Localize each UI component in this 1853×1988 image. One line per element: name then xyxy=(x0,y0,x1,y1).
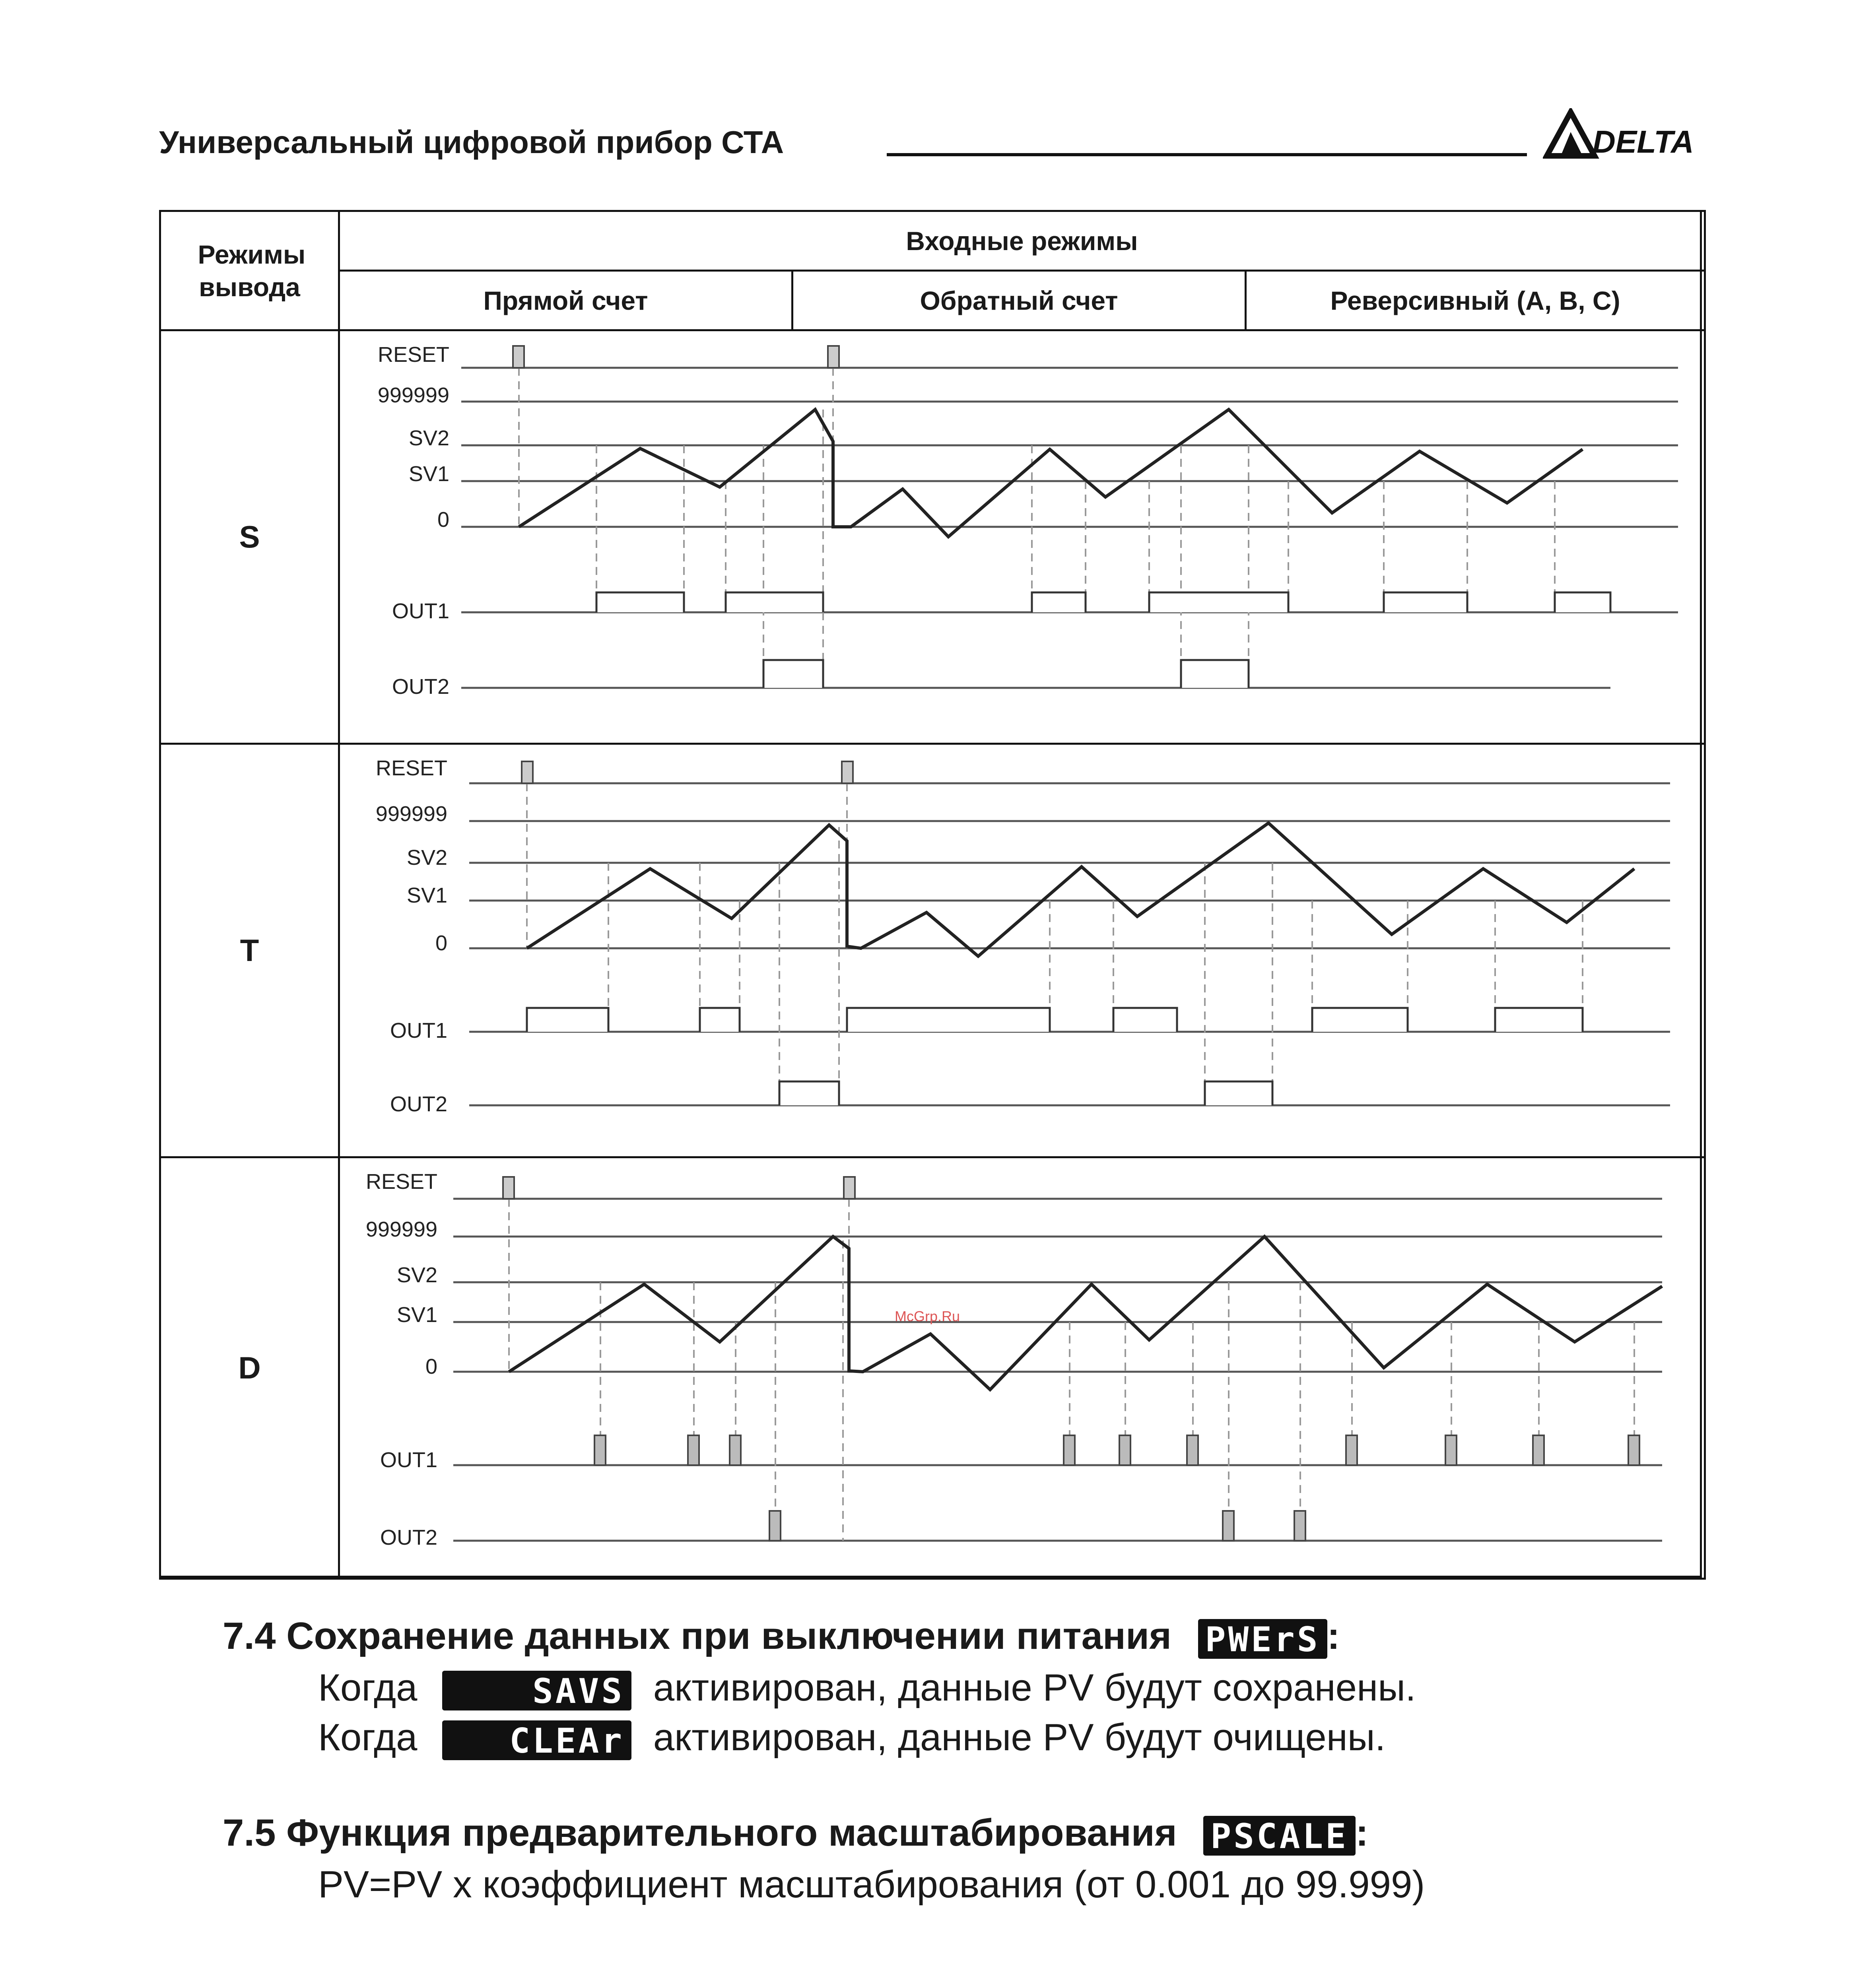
document-title: Универсальный цифровой прибор СТА xyxy=(159,124,784,160)
label-out2: OUT2 xyxy=(380,1526,437,1549)
label-zero: 0 xyxy=(425,1355,437,1378)
row-label-t: T xyxy=(159,743,340,1158)
timing-diagram-d xyxy=(338,1157,1702,1574)
label-out2: OUT2 xyxy=(392,675,449,699)
label-sv1: SV1 xyxy=(408,462,449,486)
input-mode-updown: Реверсивный (A, B, C) xyxy=(1245,270,1706,331)
logo-text: DELTA xyxy=(1593,124,1694,159)
label-reset: RESET xyxy=(365,1170,437,1194)
delta-logo xyxy=(1543,108,1710,164)
label-reset: RESET xyxy=(375,756,447,780)
label-out1: OUT1 xyxy=(380,1448,437,1472)
section-7-4-line2: Когда CLEAr активирован, данные PV будут очищены. xyxy=(318,1716,1386,1761)
lcd-pwers: PWErS xyxy=(1198,1619,1327,1659)
section-7-5-text: PV=PV x коэффициент масштабирования (от 0.001 до 99.999) xyxy=(318,1863,1425,1906)
section-7-4-line1: Когда SAVS активирован, данные PV будут сохранены. xyxy=(318,1666,1416,1711)
label-out1: OUT1 xyxy=(392,599,449,623)
timing-diagram-s xyxy=(338,330,1702,740)
input-modes-header: Входные режимы xyxy=(338,210,1706,272)
label-max: 999999 xyxy=(375,802,447,826)
label-sv1: SV1 xyxy=(406,883,447,907)
label-max: 999999 xyxy=(365,1217,437,1241)
input-mode-reverse: Обратный счет xyxy=(791,270,1247,331)
section-7-5-title: 7.5 Функция предварительного масштабирования PSCALE : xyxy=(223,1811,1369,1856)
label-sv1: SV1 xyxy=(396,1303,437,1327)
label-zero: 0 xyxy=(437,508,449,532)
label-sv2: SV2 xyxy=(408,426,449,450)
timing-diagram-t xyxy=(338,744,1702,1153)
lcd-pscale: PSCALE xyxy=(1203,1816,1356,1856)
input-mode-direct: Прямой счет xyxy=(338,270,793,331)
label-out2: OUT2 xyxy=(390,1092,447,1116)
row-label-d: D xyxy=(159,1156,340,1580)
header-rule xyxy=(887,153,1527,156)
lcd-savs: SAVS xyxy=(442,1671,631,1710)
label-sv2: SV2 xyxy=(396,1263,437,1287)
label-zero: 0 xyxy=(435,931,447,955)
section-7-4-title: 7.4 Сохранение данных при выключении питания PWErS : xyxy=(223,1615,1340,1660)
watermark: McGrp.Ru xyxy=(895,1308,960,1324)
row-label-s: S xyxy=(159,329,340,745)
label-reset: RESET xyxy=(377,343,449,367)
output-modes-header: Режимы вывода xyxy=(159,210,340,331)
label-out1: OUT1 xyxy=(390,1019,447,1043)
label-max: 999999 xyxy=(377,383,449,407)
lcd-clear: CLEAr xyxy=(442,1720,631,1760)
label-sv2: SV2 xyxy=(406,846,447,870)
